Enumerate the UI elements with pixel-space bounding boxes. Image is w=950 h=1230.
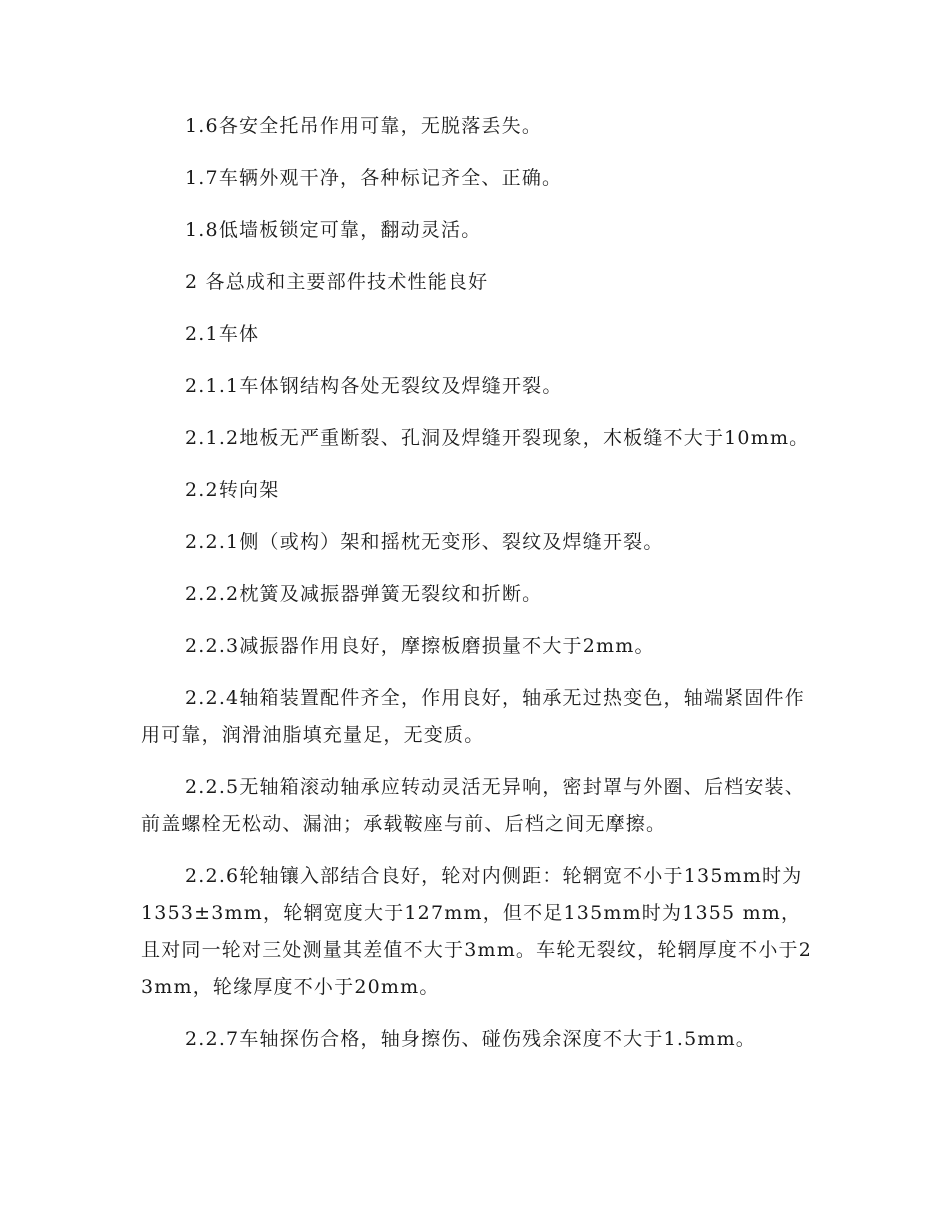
paragraph-2-2-2: 2.2.2枕簧及减振器弹簧无裂纹和折断。 (185, 583, 543, 605)
paragraph-2-1-1: 2.1.1车体钢结构各处无裂纹及焊缝开裂。 (185, 375, 563, 397)
paragraph-2-2-4: 2.2.4轴箱装置配件齐全，作用良好，轴承无过热变色，轴端紧固件作用可靠，润滑油脂填充量足，无变质。 (141, 687, 805, 746)
section-heading-2: 2 各总成和主要部件技术性能良好 (185, 271, 489, 293)
paragraph-2-2-1: 2.2.1侧（或构）架和摇枕无变形、裂纹及焊缝开裂。 (185, 531, 664, 553)
section-heading-2-1: 2.1车体 (185, 323, 260, 345)
paragraph-2-2-7: 2.2.7车轴探伤合格，轴身擦伤、碰伤残余深度不大于1.5mm。 (185, 1028, 756, 1050)
document-body (141, 108, 813, 1073)
paragraph-2-2-3: 2.2.3减振器作用良好，摩擦板磨损量不大于2mm。 (185, 635, 655, 657)
paragraph-2-2-6: 2.2.6轮轴镶入部结合良好，轮对内侧距：轮辋宽不小于135mm时为1353±3mm，轮辋宽度大于127mm，但不足135mm时为1355 mm，且对同一轮对三处测量其差值不大于3mm。车轮无裂纹，轮辋厚度不小于23mm，轮缘厚度不小于20mm。 (141, 865, 813, 998)
paragraph-1-7: 1.7车辆外观干净，各种标记齐全、正确。 (185, 167, 563, 189)
paragraph-1-8: 1.8低墙板锁定可靠，翻动灵活。 (185, 219, 482, 241)
paragraph-1-6: 1.6各安全托吊作用可靠，无脱落丢失。 (185, 115, 543, 137)
paragraph-2-2-5: 2.2.5无轴箱滚动轴承应转动灵活无异响，密封罩与外圈、后档安装、前盖螺栓无松动、漏油；承载鞍座与前、后档之间无摩擦。 (141, 776, 805, 835)
section-heading-2-2: 2.2转向架 (185, 479, 280, 501)
paragraph-2-1-2: 2.1.2地板无严重断裂、孔洞及焊缝开裂现象，木板缝不大于10mm。 (185, 427, 810, 449)
